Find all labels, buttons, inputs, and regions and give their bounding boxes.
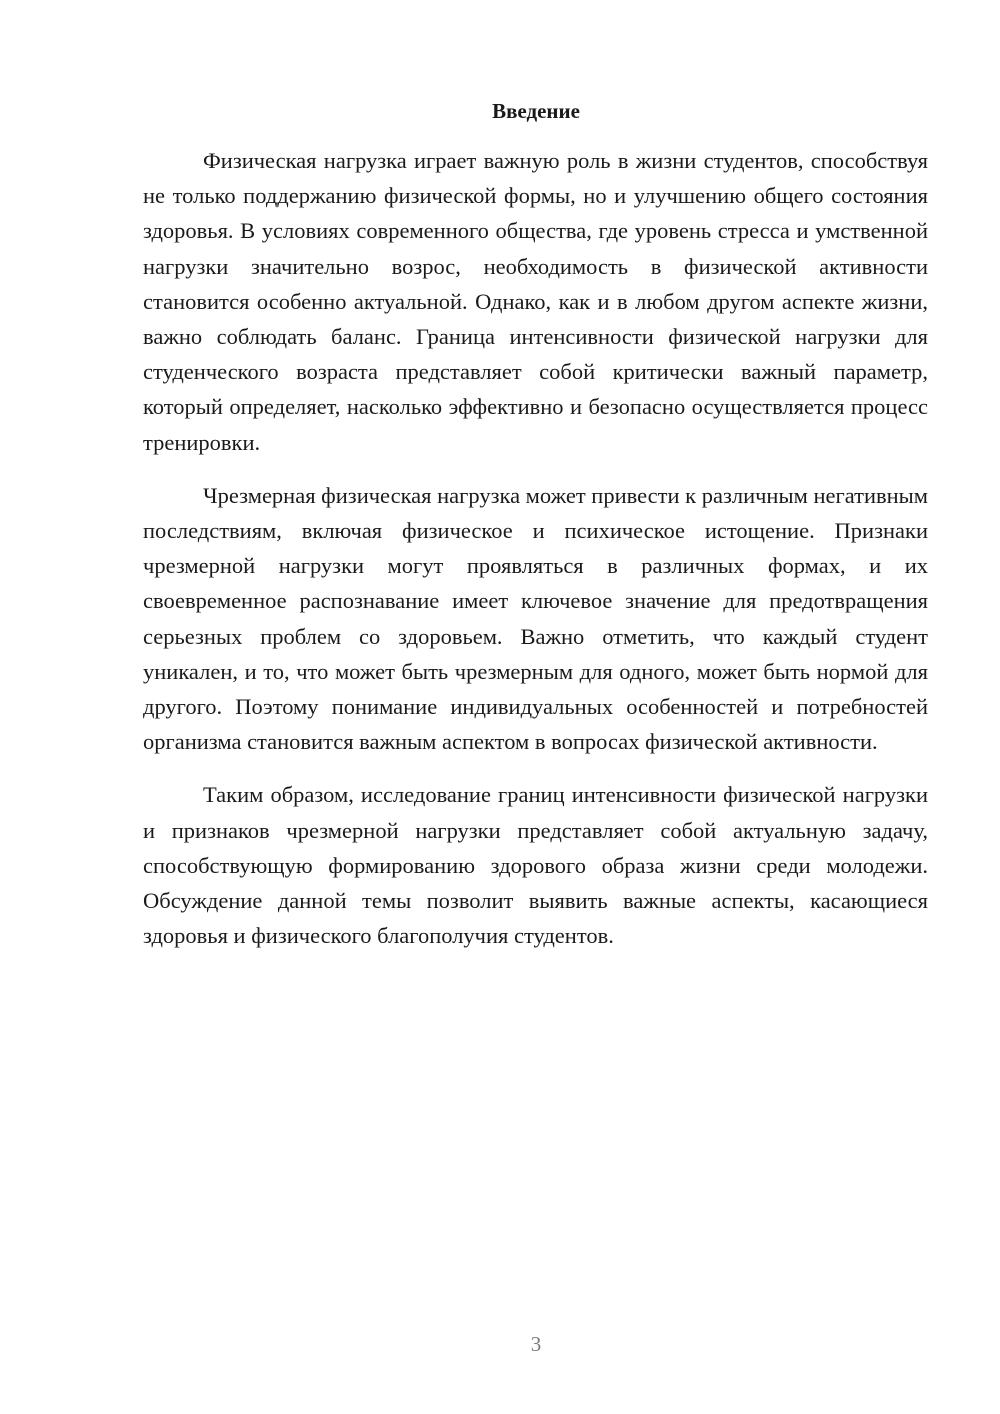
section-title: Введение — [492, 99, 580, 123]
paragraph-3: Таким образом, исследование границ интенсивности физической нагрузки и признаков чрезмерной нагрузки представляет собой актуальную задачу, способствующую формированию здорового образа жизни среди молодежи. Обсуждение данной темы позволит выявить важные аспекты, касающиеся здоровья и физического благополучия студентов. — [143, 782, 928, 949]
paragraph-2: Чрезмерная физическая нагрузка может привести к различным негативным последствиям, включая физическое и психическое истощение. Признаки чрезмерной нагрузки могут проявляться в различных формах, и их своевременное распознавание имеет ключевое значение для предотвращения серьезных проблем со здоровьем. Важно отметить, что каждый студент уникален, и то, что может быть чрезмерным для одного, может быть нормой для другого. Поэтому понимание индивидуальных особенностей и потребностей организма становится важным аспектом в вопросах физической активности. — [143, 482, 928, 755]
body-text — [143, 143, 928, 971]
paragraph-1: Физическая нагрузка играет важную роль в жизни студентов, способствуя не только поддержанию физической формы, но и улучшению общего состояния здоровья. В условиях современного общества, где уровень стресса и умственной нагрузки значительно возрос, необходимость в физической активности становится особенно актуальной. Однако, как и в любом другом аспекте жизни, важно соблюдать баланс. Граница интенсивности физической нагрузки для студенческого возраста представляет собой критически важный параметр, который определяет, насколько эффективно и безопасно осуществляется процесс тренировки. — [143, 148, 928, 455]
page-number: 3 — [530, 1332, 542, 1356]
